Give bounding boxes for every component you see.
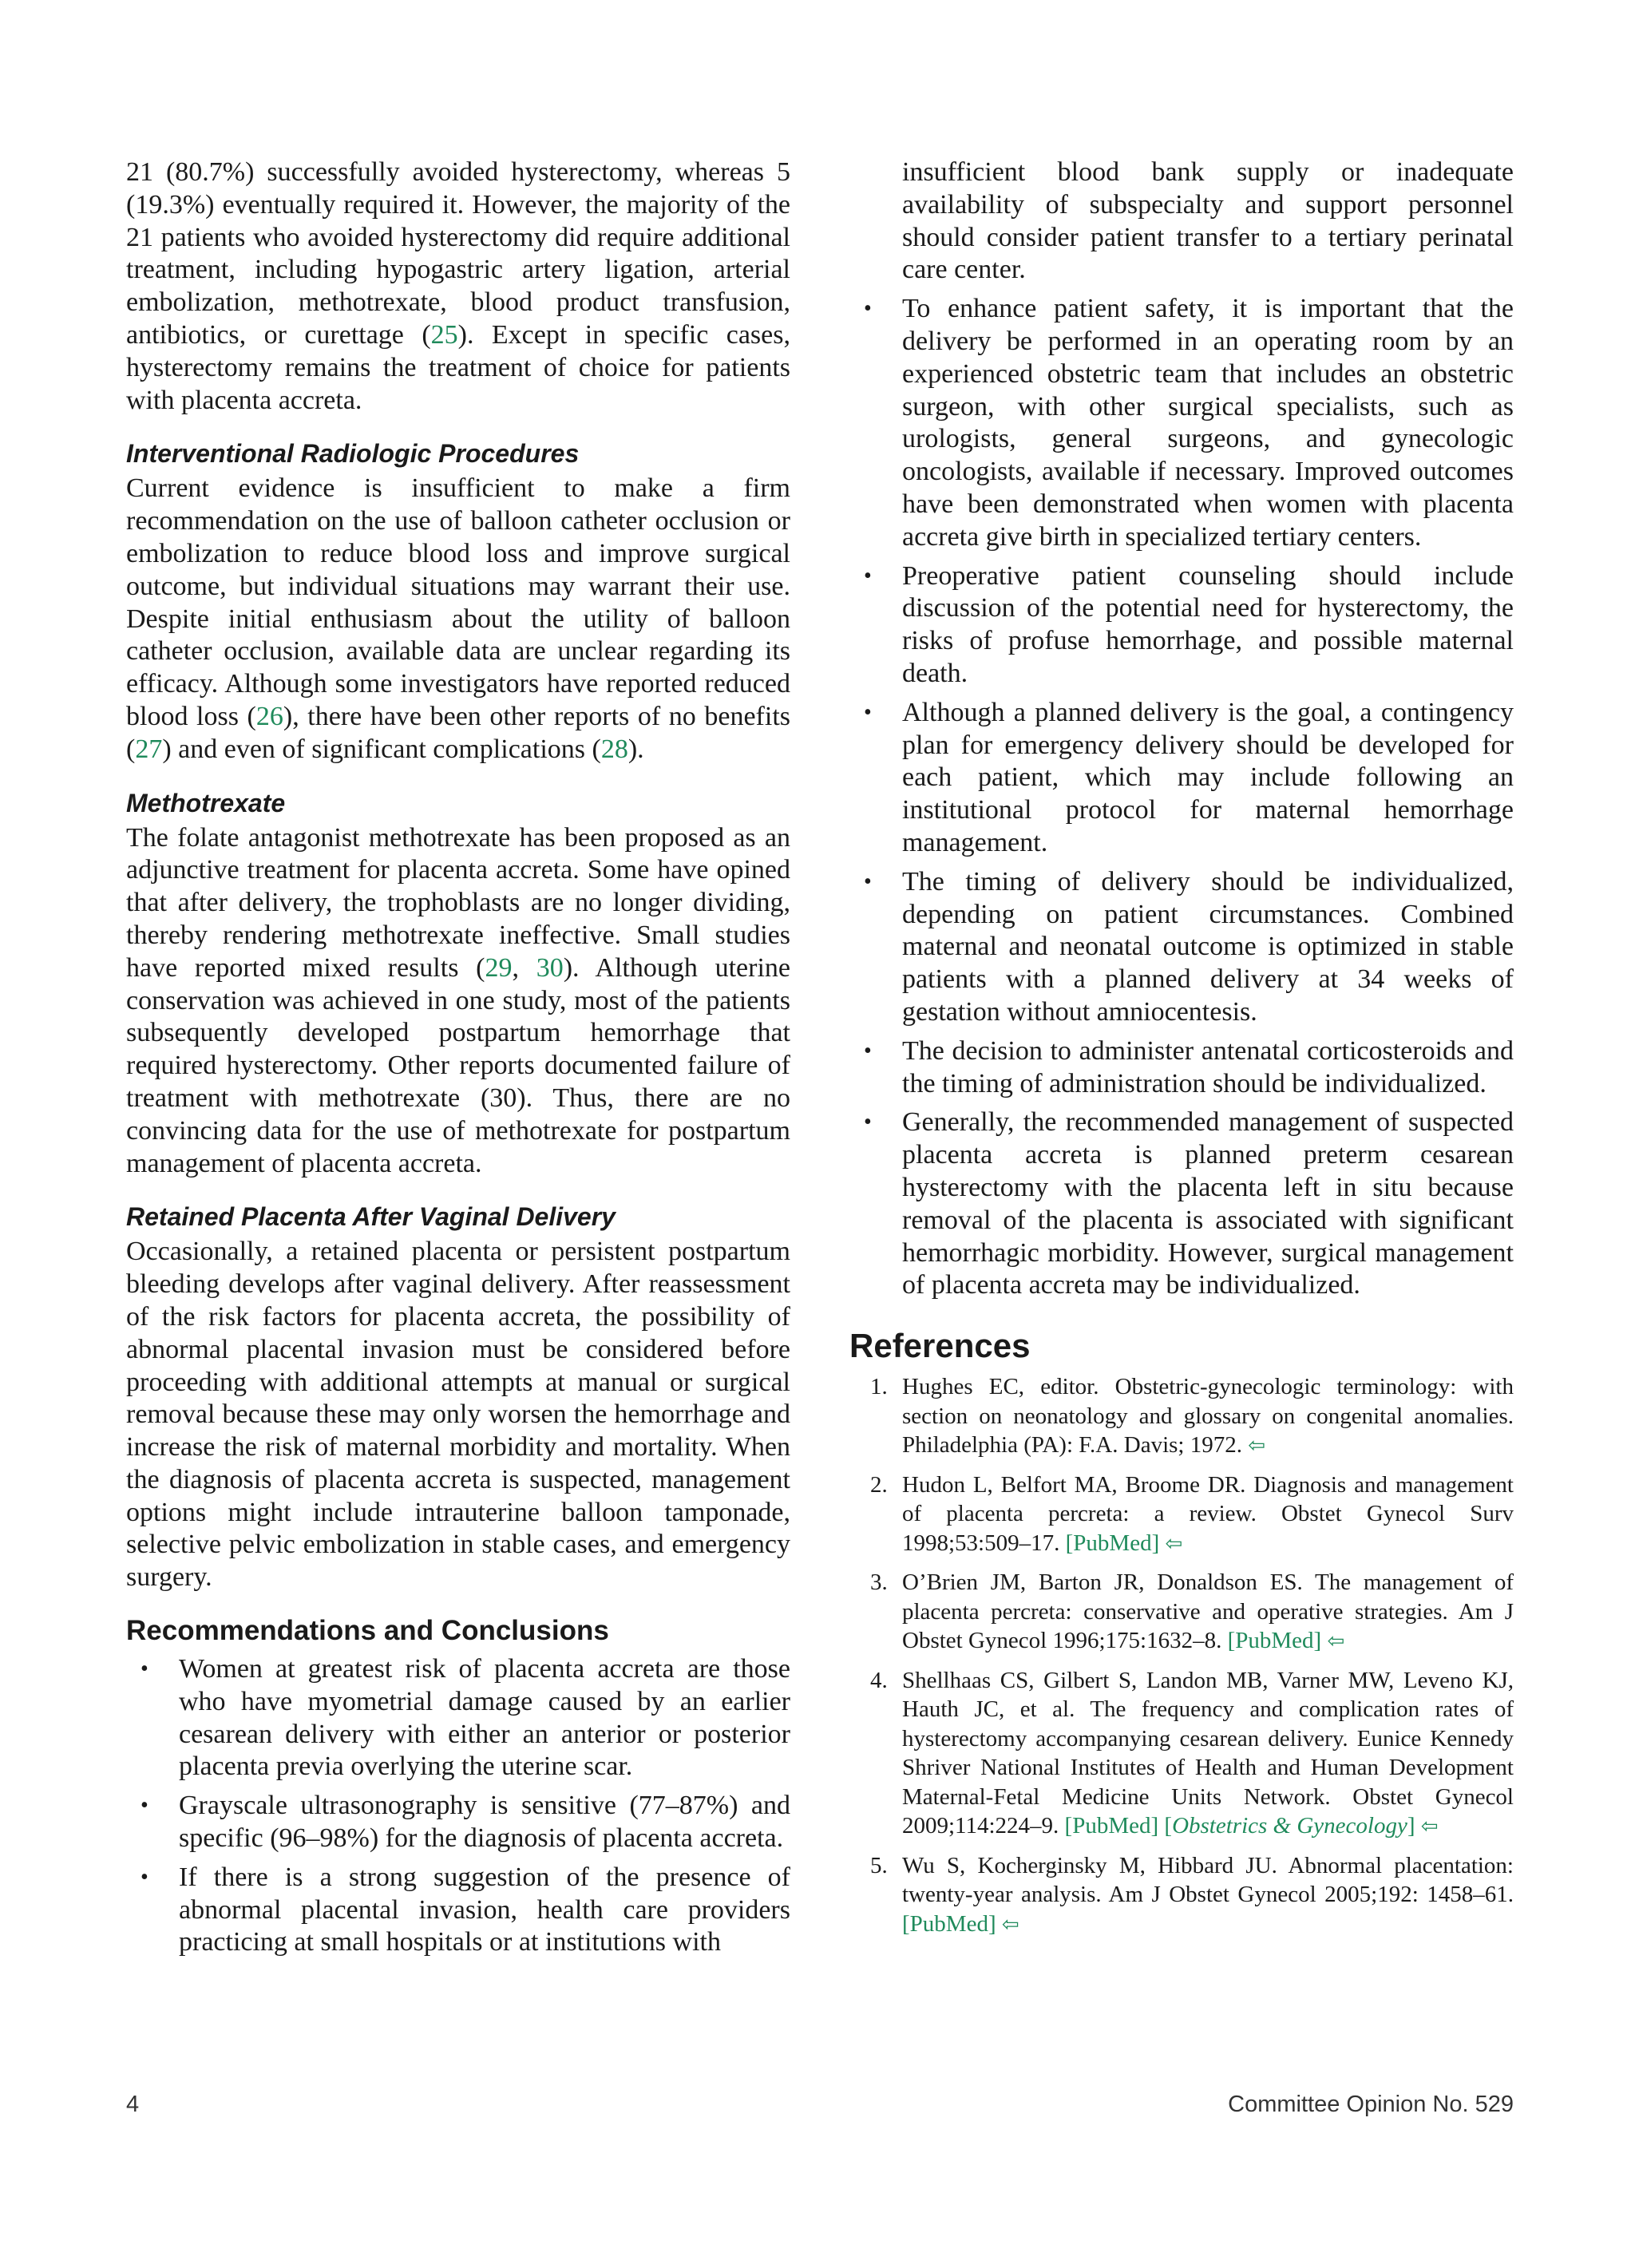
list-item-text: The timing of delivery should be individualized, depending on patient circumstances. Combined maternal and neonatal outcome is optimized in stable patients with a planned delivery at 34 weeks of gestation without amniocentesis. xyxy=(902,866,1514,1027)
reference-item: 4. Shellhaas CS, Gilbert S, Landon MB, Varner MW, Leveno KJ, Hauth JC, et al. The frequency and complication rates of hysterectomy accompanying cesarean delivery. Eunice Kennedy Shriver National Institutes of Health and Human Development Maternal-Fetal Medicine Units Network. Obstet Gynecol 2009;114:224–9. [PubMed] [Obstetrics & Gynecology] ⇦ xyxy=(870,1667,1514,1839)
list-item-text: insufficient blood bank supply or inadequate availability of subspecialty and support personnel should consider patient transfer to a tertiary perinatal care center. xyxy=(902,157,1514,285)
right-column xyxy=(849,156,1514,1949)
reference-text: Hudon L, Belfort MA, Broome DR. Diagnosis and management of placenta percreta: a review. Obstet Gynecol Surv 1998;53:509–17. xyxy=(902,1471,1514,1556)
text: ) and even of significant complications ( xyxy=(162,734,601,764)
reference-number: 4. xyxy=(870,1667,888,1693)
section-heading: Methotrexate xyxy=(126,788,286,817)
paragraph: Occasionally, a retained placenta or persistent postpartum bleeding develops after vaginal delivery. After reassessment of the risk factors for placenta accreta, the possibility of abnormal placental invasion must be considered before proceeding with additional attempts at manual or surgical removal because these may only worsen the hemorrhage and increase the risk of maternal morbidity and mortality. When the diagnosis of placenta accreta is suspected, management options might include intrauterine balloon tamponade, selective pelvic embolization in stable cases, and emergency surgery. xyxy=(126,1237,790,1593)
pubmed-link[interactable]: [PubMed] xyxy=(902,1910,996,1937)
text: 21 (80.7%) successfully avoided hysterectomy, whereas 5 (19.3%) eventually required it. However, the majority of the 21 patients who avoided hysterectomy did require additional treatment, including hypogastric artery ligation, arterial embolization, methotrexate, blood product transfusion, antibiotics, or curettage ( xyxy=(126,157,790,350)
journal-link[interactable]: Obstetrics & Gynecology xyxy=(1172,1813,1407,1839)
list-item xyxy=(126,1790,790,1855)
footer-title: Committee Opinion No. 529 xyxy=(1228,2092,1514,2117)
return-arrow-icon[interactable]: ⇦ xyxy=(1248,1434,1266,1459)
section-heading: Recommendations and Conclusions xyxy=(126,1615,609,1647)
reference-text: Hughes EC, editor. Obstetric-gynecologic terminology: with section on neonatology and glossary on congenital anomalies. Philadelphia (PA): F.A. Davis; 1972. xyxy=(902,1374,1514,1459)
return-arrow-icon[interactable]: ⇦ xyxy=(1327,1629,1345,1654)
return-arrow-icon[interactable]: ⇦ xyxy=(1165,1531,1183,1556)
paragraph xyxy=(126,473,790,766)
text: , xyxy=(512,952,536,983)
list-item-text: Generally, the recommended management of suspected placenta accreta is planned preterm cesarean hysterectomy with the placenta left in situ because removal of the placenta is associated with significant hemorrhagic morbidity. However, surgical management of placenta accreta may be individualized. xyxy=(902,1107,1514,1300)
bullet-icon: • xyxy=(141,1793,148,1819)
list-item-text: Although a planned delivery is the goal, a contingency plan for emergency delivery should be developed for each patient, which may include following an institutional protocol for maternal hemorrhage management. xyxy=(902,697,1514,857)
bullet-icon: • xyxy=(864,296,872,322)
reference-item xyxy=(849,1372,1514,1461)
list-item-text: Grayscale ultrasonography is sensitive (77–87%) and specific (96–98%) for the diagnosis of placenta accreta. xyxy=(179,1791,790,1854)
list-item xyxy=(849,156,1514,287)
citation-link[interactable]: 29 xyxy=(485,952,513,983)
list-item xyxy=(849,1035,1514,1101)
paragraph xyxy=(126,822,790,1181)
citation-link[interactable]: 25 xyxy=(430,319,458,350)
citation-link[interactable]: 27 xyxy=(135,734,163,764)
reference-list xyxy=(849,1372,1514,1939)
list-item-text: To enhance patient safety, it is important that the delivery be performed in an operating room by an experienced obstetric team that includes an obstetric surgeon, with other surgical specialists, such as urologists, general surgeons, and gynecologic oncologists, available if necessary. Improved outcomes have been demonstrated when women with placenta accreta give birth in specialized tertiary centers. xyxy=(902,294,1514,552)
pubmed-link[interactable]: [PubMed] xyxy=(1227,1628,1322,1654)
bullet-icon: • xyxy=(864,1038,872,1063)
list-item-text: Women at greatest risk of placenta accreta are those who have myometrial damage caused by an earlier cesarean delivery with either an anterior or posterior placenta previa overlying the uterine scar. xyxy=(179,1654,790,1782)
text: Current evidence is insufficient to make a firm recommendation on the use of balloon catheter occlusion or embolization to reduce blood loss and improve surgical outcome, but individual situations may warrant their use. Despite initial enthusiasm about the utility of balloon catheter occlusion, available data are unclear regarding its efficacy. Although some investigators have reported reduced blood loss ( xyxy=(126,473,790,731)
return-arrow-icon[interactable]: ⇦ xyxy=(1001,1912,1019,1937)
list-item xyxy=(849,1106,1514,1302)
page-number: 4 xyxy=(126,2092,140,2117)
citation-link[interactable]: 26 xyxy=(255,701,283,731)
reference-number: 5. xyxy=(870,1852,888,1878)
bullet-icon: • xyxy=(141,1864,148,1890)
bullet-icon: • xyxy=(141,1656,148,1682)
paragraph xyxy=(126,156,790,417)
list-item xyxy=(849,697,1514,860)
reference-item xyxy=(849,1568,1514,1656)
citation-link[interactable]: 30 xyxy=(536,952,564,983)
reference-item xyxy=(849,1851,1514,1940)
list-item xyxy=(126,1862,790,1959)
bullet-icon: • xyxy=(864,699,872,725)
list-item-text: The decision to administer antenatal corticosteroids and the timing of administration should be individualized. xyxy=(902,1035,1514,1098)
reference-text: Shellhaas CS, Gilbert S, Landon MB, Varner MW, Leveno KJ, Hauth JC, et al. The frequency and complication rates of hysterectomy accompanying cesarean delivery. Eunice Kennedy Shriver National Institutes of Health and Human Development Maternal-Fetal Medicine Units Network. Obstet Gynecol 2009;114:224–9. xyxy=(902,1667,1514,1839)
text: The folate antagonist methotrexate has been proposed as an adjunctive treatment for placenta accreta. Some have opined that after delivery, the trophoblasts are no longer dividing, thereby rendering methotrexate ineffective. Small studies have reported mixed results ( xyxy=(126,822,790,983)
list-item xyxy=(849,560,1514,691)
references-heading: References xyxy=(849,1327,1031,1365)
reference-text: O’Brien JM, Barton JR, Donaldson ES. The management of placenta percreta: conservative and operative strategies. Am J Obstet Gynecol 1996;175:1632–8. xyxy=(902,1569,1514,1654)
list-item xyxy=(849,866,1514,1029)
citation-link[interactable]: 28 xyxy=(600,734,628,764)
text: ). Except in specific cases, hysterectomy remains the treatment of choice for patients with placenta accreta. xyxy=(126,319,790,415)
text: ). xyxy=(627,734,644,764)
recommendation-list xyxy=(126,1653,790,1959)
pubmed-link[interactable]: [PubMed] xyxy=(1064,1813,1159,1839)
text: ), there have been other reports of no benefits ( xyxy=(126,701,790,764)
bullet-icon: • xyxy=(864,563,872,588)
reference-text: Wu S, Kocherginsky M, Hibbard JU. Abnormal placentation: twenty-year analysis. Am J Obstet Gynecol 2005;192: 1458–61. xyxy=(902,1852,1514,1908)
list-item-text: If there is a strong suggestion of the presence of abnormal placental invasion, health care providers practicing at small hospitals or at institutions with xyxy=(179,1862,790,1957)
section-heading: Interventional Radiologic Procedures xyxy=(126,439,580,469)
pubmed-link[interactable]: [PubMed] xyxy=(1065,1530,1160,1556)
section-heading: Retained Placenta After Vaginal Delivery xyxy=(126,1202,616,1232)
left-column xyxy=(126,156,790,1965)
reference-number: 3. xyxy=(870,1569,888,1596)
reference-item xyxy=(849,1470,1514,1559)
recommendation-list xyxy=(849,156,1514,1302)
list-item xyxy=(126,1653,790,1783)
bullet-icon: • xyxy=(864,1110,872,1135)
return-arrow-icon[interactable]: ⇦ xyxy=(1420,1815,1439,1839)
text: ). Although uterine conservation was achieved in one study, most of the patients subsequently developed postpartum hemorrhage that required hysterectomy. Other reports documented failure of treatment with methotrexate (30). Thus, there are no convincing data for the use of methotrexate for postpartum management of placenta accreta. xyxy=(126,952,791,1178)
reference-number: 1. xyxy=(870,1374,888,1400)
list-item-text: Preoperative patient counseling should include discussion of the potential need for hysterectomy, the risks of profuse hemorrhage, and possible maternal death. xyxy=(902,560,1514,688)
bullet-icon: • xyxy=(864,869,872,894)
list-item xyxy=(849,293,1514,553)
reference-number: 2. xyxy=(870,1471,888,1498)
